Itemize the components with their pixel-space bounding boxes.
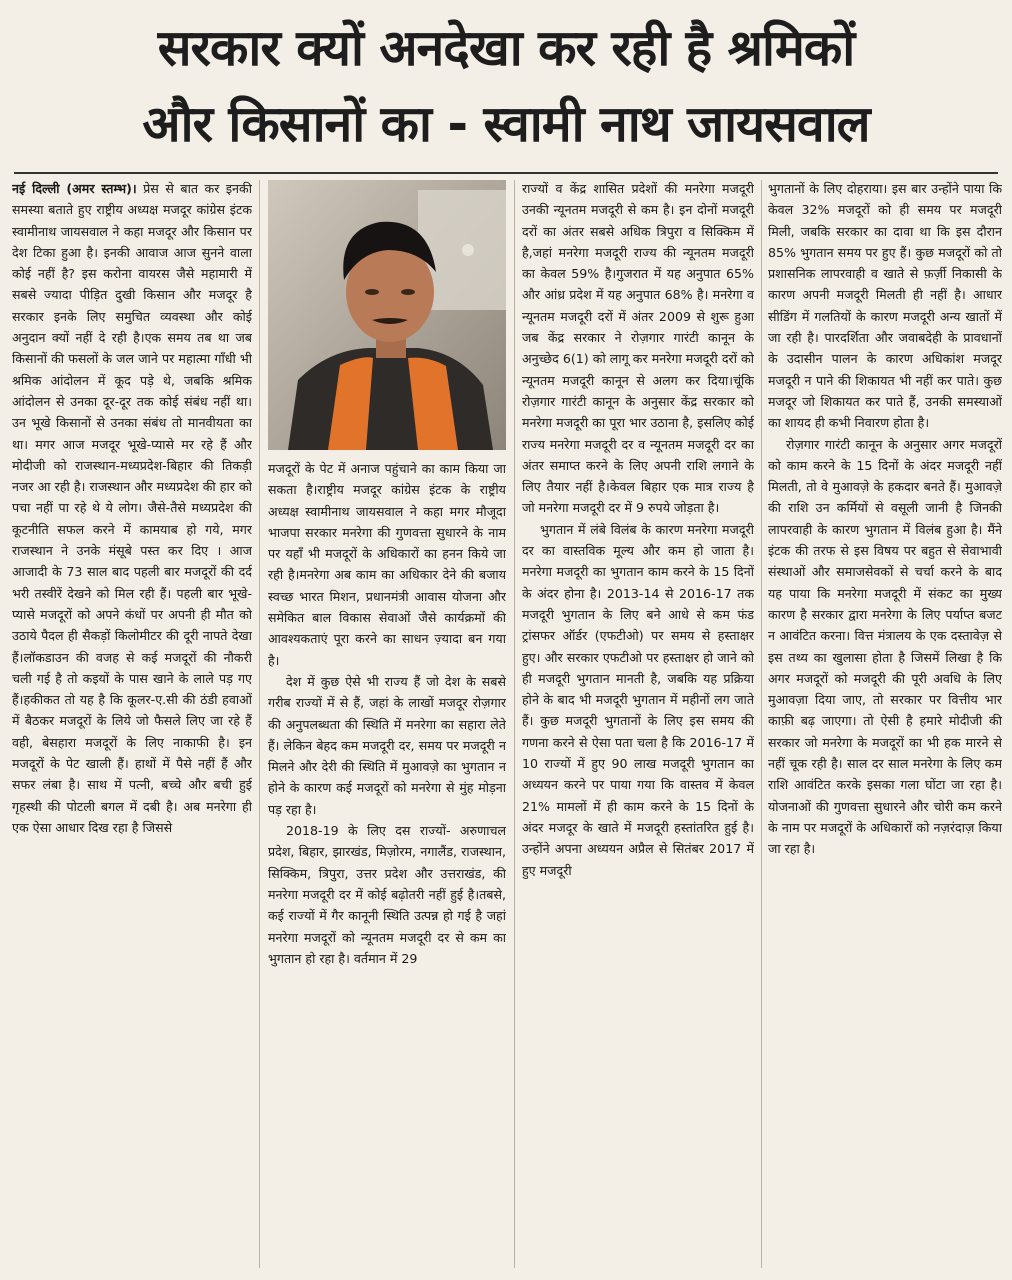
column-divider bbox=[259, 180, 260, 1268]
article-column-2 bbox=[268, 458, 506, 1268]
article-paragraph: भुगतान में लंबे विलंब के कारण मनरेगा मजदूरी दर का वास्तविक मूल्य और कम हो जाता है। मनरेगा मजदूरी का भुगतान काम करने के 15 दिनों के अंदर होना है। 2013-14 से 2016-17 तक मजदूरी भुगतान के लिए बने आधे से कम फंड ट्रांसफर ऑर्डर (एफटीओ) पर समय से हस्ताक्षर हुए। और सरकार एफटीओ पर हस्ताक्षर हो जाने को ही मजदूरी भुगतान मानती है, जबकि यह प्रक्रिया होने के बाद भी मजदूरी भुगतान में महीनों लग जाते हैं। कुछ मजदूरी भुगतानों के लिए इस समय की गणना करने से ऐसा पता चला है कि 2016-17 में 10 राज्यों में हुए 90 लाख मजदूरी भुगतान का अध्ययन करने पर पाया गया कि वास्तव में केवल 21% मामलों में ही काम करने के 15 दिनों के अंदर मजदूर के खाते में मजदूरी हस्तांतरित हुई है। उन्होंने अपना अध्ययन अप्रैल से सितंबर 2017 में हुए मजदूरी bbox=[522, 521, 754, 878]
headline-rule bbox=[14, 172, 998, 174]
article-column-1 bbox=[12, 178, 252, 1268]
article-column-4 bbox=[768, 178, 1002, 1268]
article-paragraph: राज्यों व केंद्र शासित प्रदेशों की मनरेगा मजदूरी उनकी न्यूनतम मजदूरी से कम है। इन दोनों मजदूरी दरों का अंतर सबसे अधिक त्रिपुरा व सिक्किम में है,जहां मनरेगा मजदूरी राज्य की न्यूनतम मजदूरी का केवल 59% है।गुजरात में यह अनुपात 65% और आंध्र प्रदेश में यह अनुपात 68% है। मनरेगा व न्यूनतम मजदूरी दरों में अंतर 2009 से शुरू हुआ जब केंद्र सरकार ने रोज़गार गारंटी कानून के अनुच्छेद 6(1) को लागू कर मनरेगा मजदूरी दरों को न्यूनतम मजदूरी कानून से अलग कर दिया।चूंकि रोज़गार गारंटी कानून के अनुसार केंद्र सरकार को मनरेगा मजदूरी का पूरा भार उठाना है, इसलिए कोई राज्य मनरेगा मजदूरी दर व न्यूनतम मजदूरी दर का अंतर समाप्त करने के लिए अपनी राशि लगाने के लिए तैयार नहीं है।केवल बिहार एक मात्र राज्य है जो मनरेगा मजदूरी दर में 9 रुपये जोड़ता है। bbox=[522, 181, 754, 516]
article-paragraph: भुगतानों के लिए दोहराया। इस बार उन्होंने पाया कि केवल 32% मजदूरों को ही समय पर मजदूरी मिली, जबकि सरकार का दावा था कि इस दौरान 85% भुगतान समय पर हुए हैं। कुछ मजदूरों को तो प्रशासनिक लापरवाही व खाते से फ़र्ज़ी निकासी के कारण अपनी मजदूरी मिलती ही नहीं है। आधार सीडिंग में गलतियों के कारण मजदूरी अन्य खातों में जा रही है। पारदर्शिता और जवाबदेही के प्रावधानों के उदासीन पालन के कारण अधिकांश मजदूर मजदूरी न पाने की शिकायत भी नहीं कर पाते। कुछ मजदूर जो शिकायत कर पाते हैं, उनकी समस्याओं का शायद ही कभी निवारण होता है। bbox=[768, 181, 1002, 431]
dateline: नई दिल्ली (अमर स्तम्भ)। bbox=[12, 181, 137, 196]
article-paragraph: मजदूरों के पेट में अनाज पहुंचाने का काम किया जा सकता है।राष्ट्रीय मजदूर कांग्रेस इंटक के राष्ट्रीय अध्यक्ष स्वामीनाथ जायसवाल ने कहा मगर मौजूदा भाजपा सरकार मनरेगा की गुणवत्ता सुधारने के नाम पर यहाँ भी मजदूरों के अधिकारों का हनन किये जा रही है।मनरेगा अब काम का अधिकार देने की बजाय स्वच्छ भारत मिशन, प्रधानमंत्री आवास योजना और समेकित बाल विकास सेवाओं जैसे कार्यक्रमों की आवश्यकताएं पूरा करने का साधन ज़्यादा बन गया है। bbox=[268, 461, 506, 668]
column-divider bbox=[514, 180, 515, 1268]
column-divider bbox=[761, 180, 762, 1268]
article-paragraph: रोज़गार गारंटी कानून के अनुसार अगर मजदूरों को काम करने के 15 दिनों के अंदर मजदूरी नहीं मिलती, तो वे मुआवज़े के हकदार बनते हैं। मुआवज़े की राशि उन कर्मियों से वसूली जानी है जिनकी लापरवाही के कारण भुगतान में विलंब हुआ है। मैंने इंटक की तरफ से इस विषय पर बहुत से सेवाभावी संस्थाओं और समाजसेवकों से चर्चा करने के बाद यह पाया कि मनरेगा मजदूरी में संकट का मुख्य कारण है सरकार द्वारा मनरेगा के लिए पर्याप्त बजट न आवंटित करना। वित्त मंत्रालय के एक दस्तावेज़ से इस तथ्य का खुलासा होता है जिसमें लिखा है कि अगर मजदूरों को मजदूरी की पूरी अवधि के लिए मुआवज़ा दिया जाए, तो सरकार पर वित्तीय भार काफ़ी बढ़ जाएगा। तो ऐसी है हमारे मोदीजी की सरकार जो मनरेगा के मजदूरों का भी हक मारने से नहीं चूक रही है। साल दर साल मनरेगा के लिए कम राशि आवंटित करके इसका गला घोंटा जा रहा है। योजनाओं की गुणवत्ता सुधारने और चोरी कम करने के नाम पर मजदूरों के अधिकारों को नज़रंदाज़ किया जा रहा है। bbox=[768, 436, 1002, 857]
headline-line-2: और किसानों का - स्वामी नाथ जायसवाल bbox=[142, 95, 870, 153]
portrait-photo bbox=[268, 180, 506, 450]
article-paragraph: देश में कुछ ऐसे भी राज्य हैं जो देश के सबसे गरीब राज्यों में से हैं, जहां के लाखों मजदूर रोज़गार की अनुपलब्धता की स्थिति में मनरेगा का सहारा लेते हैं। लेकिन बेहद कम मजदूरी दर, समय पर मजदूरी न मिलने और देरी की स्थिति में मुआवज़े का भुगतान न होने के कारण कई मजदूरों को मनरेगा से मुंह मोड़ना पड़ रहा है। bbox=[268, 673, 506, 817]
portrait-illustration bbox=[268, 180, 506, 450]
article-paragraph bbox=[12, 178, 252, 838]
headline-line-1: सरकार क्यों अनदेखा कर रही है श्रमिकों bbox=[157, 19, 855, 77]
headline bbox=[14, 10, 998, 170]
article-paragraph: 2018-19 के लिए दस राज्यों- अरुणाचल प्रदेश, बिहार, झारखंड, मिज़ोरम, नगालैंड, राजस्थान, सिक्किम, त्रिपुरा, उत्तर प्रदेश और उत्तराखंड, की मनरेगा मजदूरी दर में कोई बढ़ोतरी नहीं हुई है।तबसे, कई राज्यों में गैर कानूनी स्थिति उत्पन्न हो गई है जहां मनरेगा मजदूरों को न्यूनतम मजदूरी दर से कम का भुगतान हो रहा है। वर्तमान में 29 bbox=[268, 823, 506, 966]
article-column-3 bbox=[522, 178, 754, 1268]
paragraph-text: प्रेस से बात कर इनकी समस्या बताते हुए राष्ट्रीय अध्यक्ष मजदूर कांग्रेस इंटक स्वामीनाथ जायसवाल ने कहा मजदूर और किसान पर देश टिका हुआ है। इनकी आवाज आज सुनने वाला कोई नहीं है? इस करोना वायरस जैसे महामारी में सबसे ज्यादा पीड़ित दुखी किसान और मजदूर है सरकार इनके लिए समुचित व्यवस्था और कोई अनुदान क्यों नहीं दे रही है।एक समय तब था जब किसानों की फसलों के जल जाने पर महात्मा गाँधी भी श्रमिक आंदोलन में कूद पड़े थे, जबकि श्रमिक आंदोलन से उनका दूर-दूर तक कोई संबंध नहीं था। उन भूखे किसानों से उनका संबंध तो मानवीयता का था। मगर आज मजदूर भूखे-प्यासे मर रहे हैं और मोदीजी को राजस्थान-मध्यप्रदेश-बिहार की तिकड़ी नजर आ रही है। राजस्थान और मध्यप्रदेश की हार को पचा नहीं पा रहे थे ये लोग। जैसे-तैसे मध्यप्रदेश की कूटनीति सफल करने में कामयाब हो गये, मगर राजस्थान ने उनके मंसूबे पस्त कर दिए । आज आजादी के 73 साल बाद पहली बार मजदूरों की दर्द भरी तस्वीरें देखने को मिल रही हैं। पहली बार भूखे-प्यासे मजदूरों को अपने कंधों पर अपनी ही मौत को उठाये पैदल ही सैकड़ों किलोमीटर की दूरी नापते देखा हैं।लॉकडाउन की वजह से कई मजदूरों की नौकरी चली गई है तो कइयों के पास खाने के लाले पड़ गए हैं।हकीकत तो यह है कि कूलर-ए.सी की ठंडी हवाओं में बैठकर मजदूरों के लिये जो फैसले लिए जा रहे हैं वही, बेसहारा मजदूरों के लिए नाकाफी है। इन मजदूरों के पेट खाली हैं। हाथों में पैसे नहीं हैं और सफर लंबा है। साथ में पत्नी, बच्चे और बची हुई गृहस्थी की पोटली बगल में दबी है। अब मनरेगा ही एक ऐसा आधार दिख रहा है जिससे bbox=[12, 181, 252, 835]
